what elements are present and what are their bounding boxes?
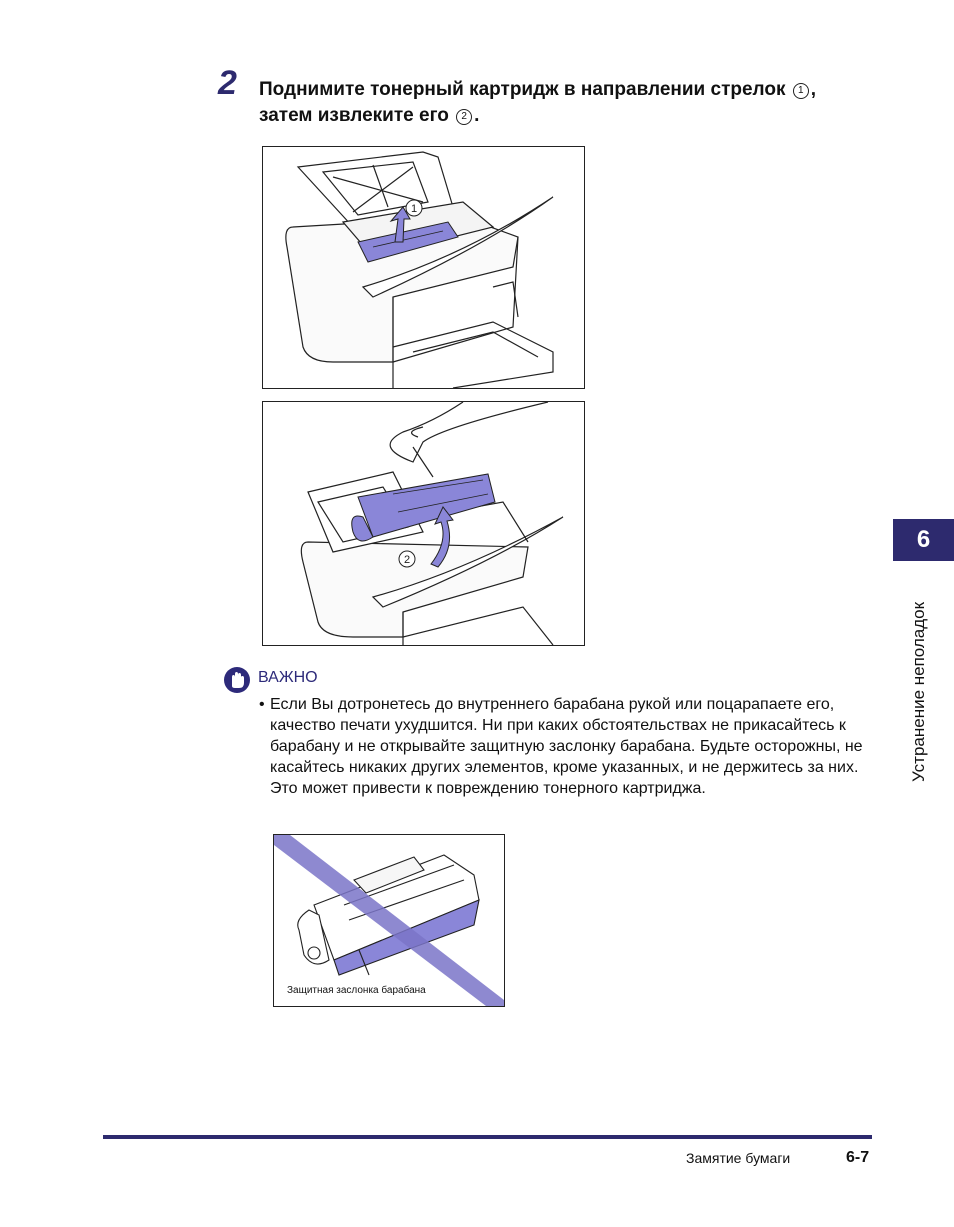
circled-number-2: 2 (456, 109, 472, 125)
footer-divider (103, 1135, 872, 1139)
circled-number-1: 1 (793, 83, 809, 99)
important-text: Если Вы дотронетесь до внутреннего барабана рукой или поцарапаете его, качество печати ухудшится. Ни при каких обстоятельствах не прикасайтесь к барабану и не открывайте защитную заслонку барабана. Будьте осторожны, не касайтесь никаких других элементов, кроме указанных, и не держитесь за них. Это может привести к повреждению тонерного картриджа. (270, 696, 863, 797)
printer-illustration-1 (263, 147, 584, 388)
callout-1: 1 (410, 203, 418, 215)
figure-drum-shutter-warning (273, 834, 505, 1007)
drum-shutter-caption: Защитная заслонка барабана (287, 985, 426, 996)
figure-lift-cartridge (262, 146, 585, 389)
important-note (259, 694, 879, 799)
step-number: 2 (218, 64, 237, 102)
chapter-tab: 6 (893, 519, 954, 561)
figure-remove-cartridge (262, 401, 585, 646)
callout-2: 2 (403, 554, 411, 566)
step-instruction: Поднимите тонерный картридж в направлении стрелок 1 , затем извлеките его 2 . (259, 79, 817, 126)
hand-stop-icon (224, 667, 250, 693)
cartridge-illustration (274, 835, 504, 1006)
step-line1: Поднимите тонерный картридж в направлении стрелок (259, 79, 786, 100)
bullet: • (259, 696, 265, 713)
important-heading: ВАЖНО (258, 669, 318, 686)
step-line2: затем извлеките его (259, 105, 449, 126)
chapter-label: Устранение неполадок (909, 601, 928, 782)
printer-illustration-2 (263, 402, 584, 645)
page-number: 6-7 (846, 1149, 870, 1166)
footer-section-title: Замятие бумаги (686, 1150, 791, 1166)
